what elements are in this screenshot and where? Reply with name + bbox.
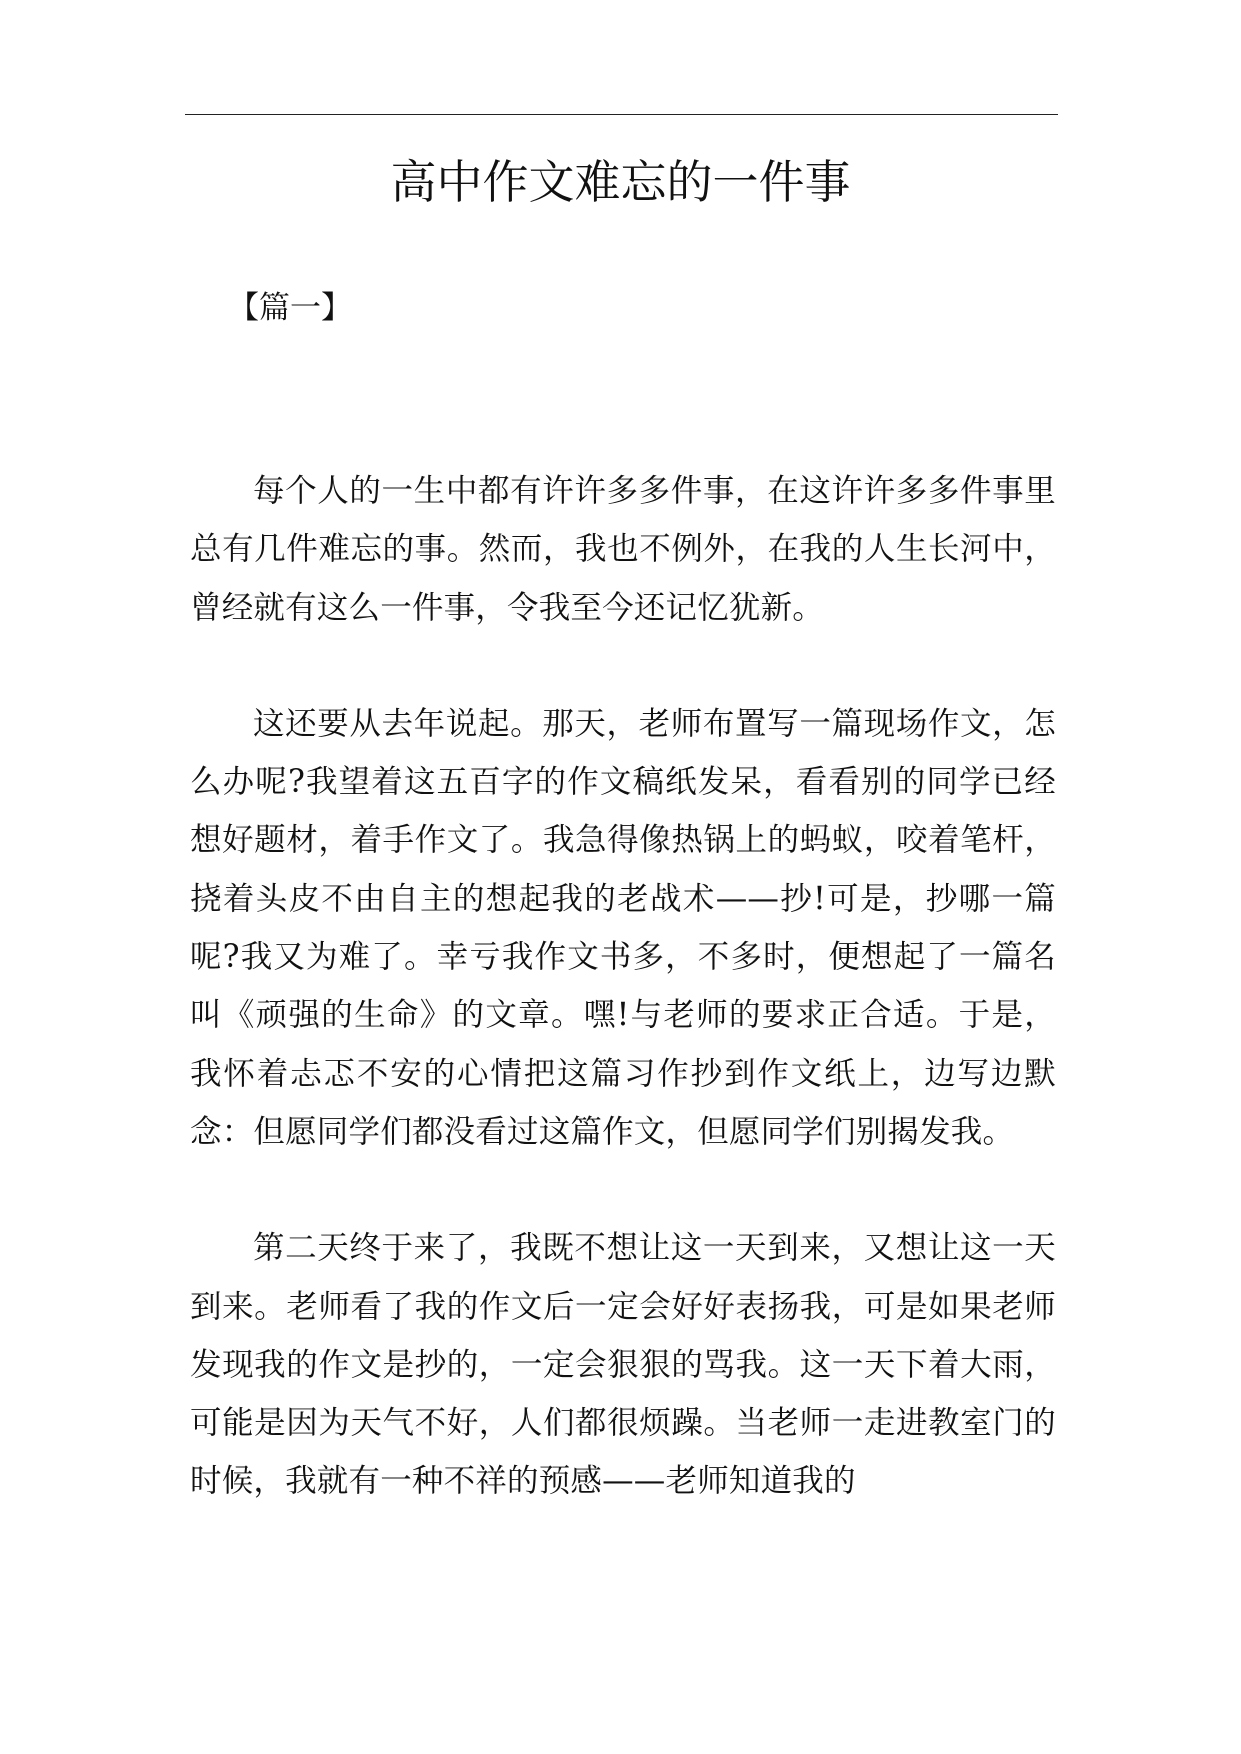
paragraph-2: 这还要从去年说起。那天，老师布置写一篇现场作文，怎么办呢?我望着这五百字的作文稿纸发呆，看看别的同学已经想好题材，着手作文了。我急得像热锅上的蚂蚁，咬着笔杆，挠着头皮不由自主的想起我的老战术——抄!可是，抄哪一篇呢?我又为难了。幸亏我作文书多，不多时，便想起了一篇名叫《顽强的生命》的文章。嘿!与老师的要求正合适。于是，我怀着忐忑不安的心情把这篇习作抄到作文纸上，边写边默念：但愿同学们都没看过这篇作文，但愿同学们别揭发我。 <box>190 705 1056 1150</box>
document-title: 高中作文难忘的一件事 <box>390 155 851 209</box>
paragraph-1: 每个人的一生中都有许许多多件事，在这许许多多件事里总有几件难忘的事。然而，我也不例外，在我的人生长河中，曾经就有这么一件事，令我至今还记忆犹新。 <box>190 473 1056 626</box>
header-rule <box>185 114 1058 115</box>
section-label: 【篇一】 <box>228 290 352 326</box>
document-body <box>190 462 1056 1569</box>
paragraph-3: 第二天终于来了，我既不想让这一天到来，又想让这一天到来。老师看了我的作文后一定会好好表扬我，可是如果老师发现我的作文是抄的，一定会狠狠的骂我。这一天下着大雨，可能是因为天气不好，人们都很烦躁。当老师一走进教室门的时候，我就有一种不祥的预感——老师知道我的 <box>190 1230 1056 1500</box>
